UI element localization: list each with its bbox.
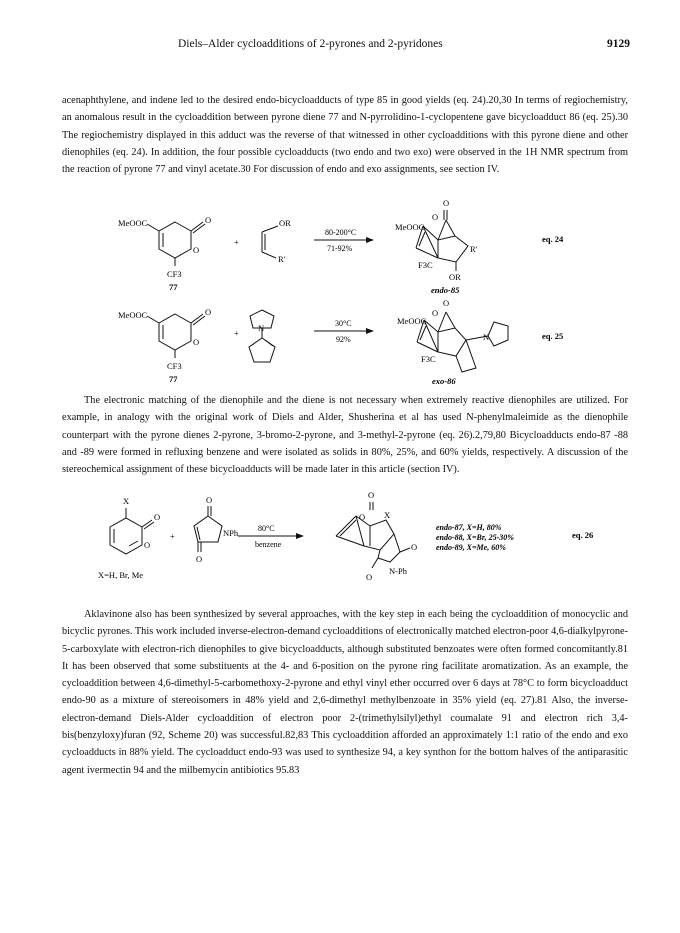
product-line-3: endo-89, X=Me, 60% bbox=[436, 543, 506, 552]
conditions-top: 80-200°C bbox=[325, 228, 357, 237]
maleimide-o-top: O bbox=[206, 495, 213, 505]
product-or-label: OR bbox=[449, 272, 461, 282]
eq-25-label: eq. 25 bbox=[542, 331, 564, 341]
pyrone-substituent-note: X=H, Br, Me bbox=[98, 570, 144, 580]
plus-sign: + bbox=[170, 531, 175, 541]
carbonyl-o: O bbox=[205, 307, 212, 317]
product-f3c-label: F3C bbox=[421, 354, 436, 364]
diene-compound-label: 77 bbox=[169, 282, 178, 292]
pyrone-ring bbox=[159, 222, 191, 258]
scheme-eq-24 bbox=[0, 196, 680, 298]
product-compound-label: exo-86 bbox=[432, 376, 456, 386]
diene-ester-label: MeOOC bbox=[118, 310, 148, 320]
maleimide-nph-label: NPh bbox=[223, 528, 239, 538]
product-carbonyl-o: O bbox=[443, 198, 450, 208]
product-line-2: endo-88, X=Br, 25-30% bbox=[436, 533, 514, 542]
product-bridge-o: O bbox=[359, 512, 366, 522]
product-line-1: endo-87, X=H, 80% bbox=[436, 523, 502, 532]
product-carbonyl-o: O bbox=[443, 298, 450, 308]
paragraph-1-text: acenaphthylene, and indene led to the desired endo-bicycloadducts of type 85 in good yields (eq. 24).20,30 In terms of regiochemistry, an anomalous result in the cycloaddition between pyrone diene 77 and N-pyrrolidino-1-cyclopentene gave bicycloadduct 86 (eq. 25).30 The regiochemistry displayed in this adduct was the reverse of that witnessed in other cycloadditions with this pyrone diene and other dienophiles (eq. 24). In addition, the four possible cycloadducts (two endo and two exo) were observed in the 1H NMR spectrum from the reaction of pyrone 77 and vinyl acetate.30 For discussion of endo and exo assignments, see section IV. bbox=[62, 95, 628, 176]
product-ester-label: MeOOC bbox=[397, 316, 427, 326]
paragraph-3 bbox=[62, 606, 628, 779]
scheme-eq-26 bbox=[0, 486, 680, 590]
ring-o: O bbox=[193, 245, 200, 255]
product-nph-label: N-Ph bbox=[389, 566, 407, 576]
ring-o: O bbox=[193, 337, 200, 347]
plus-sign: + bbox=[234, 328, 239, 338]
header-title: Diels–Alder cycloadditions of 2-pyrones and 2-pyridones bbox=[178, 38, 443, 50]
diene-ester-label: MeOOC bbox=[118, 218, 148, 228]
maleimide-o-bottom: O bbox=[196, 554, 203, 564]
paragraph-1 bbox=[62, 92, 628, 178]
product-bridge-o: O bbox=[432, 212, 439, 222]
running-header bbox=[60, 38, 630, 52]
pyrone-ring bbox=[159, 314, 191, 350]
plus-sign: + bbox=[234, 237, 239, 247]
ring-o: O bbox=[144, 540, 151, 550]
product-bridge-o: O bbox=[432, 308, 439, 318]
product-imide-o-bottom: O bbox=[366, 572, 373, 582]
dienophile-r-label: R' bbox=[278, 254, 286, 264]
product-n: N bbox=[483, 332, 490, 342]
conditions-bottom: 71-92% bbox=[327, 244, 353, 253]
pyrone-x-label: X bbox=[123, 496, 130, 506]
product-r-label: R' bbox=[470, 244, 478, 254]
dienophile-or-label: OR bbox=[279, 218, 291, 228]
paragraph-2 bbox=[62, 392, 628, 478]
product-ester-label: MeOOC bbox=[395, 222, 425, 232]
conditions-top: 30°C bbox=[335, 319, 352, 328]
diene-cf3-label: CF3 bbox=[167, 269, 182, 279]
page-number: 9129 bbox=[607, 38, 630, 50]
product-carbonyl-o: O bbox=[368, 490, 375, 500]
carbonyl-o: O bbox=[154, 512, 161, 522]
conditions-bottom: benzene bbox=[255, 540, 282, 549]
product-x-label: X bbox=[384, 510, 391, 520]
scheme-eq-25 bbox=[0, 298, 680, 388]
conditions-bottom: 92% bbox=[336, 335, 351, 344]
product-f3c-label: F3C bbox=[418, 260, 433, 270]
product-imide-o: O bbox=[411, 542, 418, 552]
paragraph-3-text: Aklavinone also has been synthesized by several approaches, with the key step in each being the cycloaddition of monocyclic and bicyclic pyrones. This work included inverse-electron-demand cycloadditions of electronically matched electron-poor 4,6-dialkylpyrone-5-carboxylate with electron-rich dienophiles to give bicycloadducts, although substituted benzoates were often formed concomitantly.81 It has been observed that some substituents at the 4- and 6-position on the pyrone ring facilitate aromatization. As an example, the cycloaddition between 4,6-dimethyl-5-carbomethoxy-2-pyrone and ethyl vinyl ether occurred over 6 days at 78°C to form bicycloadduct endo-90 as a mixture of stereoisomers in 48% yield and 2,6-dimethyl methylbenzoate in 35% yield (eq. 27).81 Also, the inverse-electron-demand Diels-Alder cycloaddition of electron poor 2-(trimethylsilyl)ethyl coumalate 91 and electron rich 3,4-bis(benzyloxy)furan (92, Scheme 20) was successful.82,83 This cycloaddition afforded an approximately 1:1 ratio of the endo and exo cycloadducts in 88% yield. The cycloadduct endo-93 was used to synthesize 94, a key synthon for the bottom halves of the antiparasitic agent ivermectin 94 and the milbemycin antibiotics 95.83 bbox=[62, 609, 628, 776]
eq-26-label: eq. 26 bbox=[572, 530, 594, 540]
carbonyl-o: O bbox=[205, 215, 212, 225]
eq-24-label: eq. 24 bbox=[542, 234, 564, 244]
product-compound-label: endo-85 bbox=[431, 285, 460, 295]
diene-compound-label: 77 bbox=[169, 374, 178, 384]
pyrrolidine-n: N bbox=[258, 323, 265, 333]
pyrone-ring bbox=[110, 518, 142, 554]
diene-cf3-label: CF3 bbox=[167, 361, 182, 371]
paragraph-2-text: The electronic matching of the dienophile and the diene is not necessary when extremely reactive dienophiles are utilized. For example, in analogy with the original work of Diels and Alder, Shusherina et al has used N-phenylmaleimide as the dienophile counterpart with the pyrone dienes 2-pyrone, 3-bromo-2-pyrone, and 3-methyl-2-pyrone (eq. 26).2,79,80 Bicycloadducts endo-87 -88 and -89 were formed in refluxing benzene and were isolated as solids in 80%, 25%, and 60% yields, respectively. A discussion of the stereochemical assignment of these bicycloadducts will be made later in this article (section IV). bbox=[62, 395, 628, 476]
conditions-top: 80°C bbox=[258, 524, 275, 533]
